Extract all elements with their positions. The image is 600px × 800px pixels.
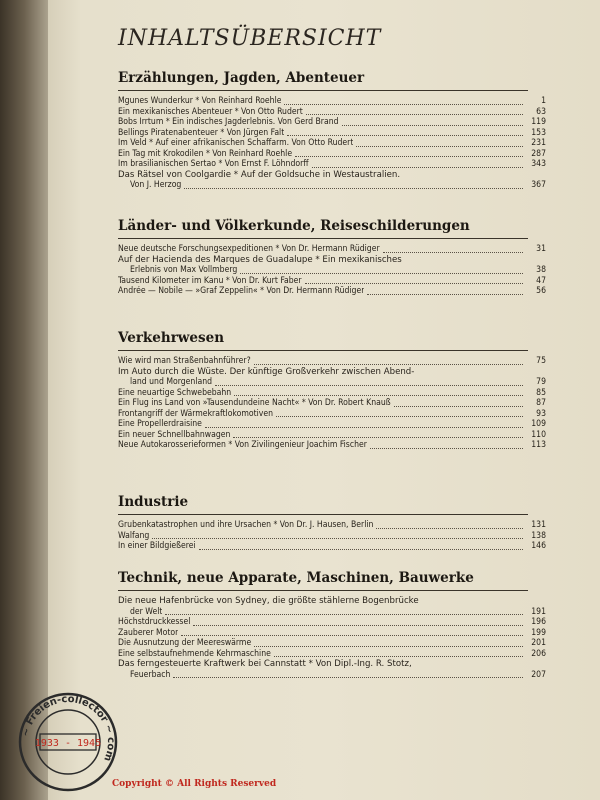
toc-entry <box>118 180 546 191</box>
section-rule <box>118 590 528 591</box>
toc-page-number: 153 <box>531 127 546 138</box>
toc-leader-dots <box>181 635 523 636</box>
toc-page-number: 131 <box>531 520 546 530</box>
toc-page-number: 63 <box>536 106 546 117</box>
toc-leader-dots <box>152 538 523 539</box>
toc-entry-title: Walfang <box>118 530 150 541</box>
toc-page-number: 138 <box>531 530 546 541</box>
toc-entry-title: Neue Autokarosserieformen * Von Zivilingenieur Joachim Fischer <box>118 440 367 450</box>
toc-entry-line: Auf der Hacienda des Marques de Guadalupe * Ein mexikanisches <box>118 254 402 265</box>
toc-leader-dots <box>254 364 523 365</box>
toc-entry <box>118 149 546 160</box>
toc-leader-dots <box>240 273 523 274</box>
toc-leader-dots <box>193 625 523 626</box>
toc-page-number: 119 <box>531 117 546 127</box>
toc-entry <box>118 628 546 639</box>
toc-entry-title: Grubenkatastrophen und ihre Ursachen * Von Dr. J. Hausen, Berlin <box>118 520 374 530</box>
toc-page-number: 56 <box>536 286 546 296</box>
toc-leader-dots <box>367 294 523 295</box>
stamp-ring-text: ~ Freien-collector ~ com <box>20 693 117 763</box>
toc-entry-line: Im Auto durch die Wüste. Der künftige Großverkehr zwischen Abend- <box>118 366 415 377</box>
section-heading: Verkehrwesen <box>118 330 225 346</box>
toc-page-number: 367 <box>531 180 546 190</box>
toc-leader-dots <box>356 146 523 147</box>
section-erzaehlungen <box>118 70 548 191</box>
toc-entry-title: Frontangriff der Wärmekraftlokomotiven <box>118 408 274 419</box>
toc-leader-dots <box>199 549 523 550</box>
toc-entry-title: Die Ausnutzung der Meereswärme <box>118 638 252 648</box>
toc-entry-title: In einer Bildgießerei <box>118 541 196 551</box>
toc-entry <box>118 388 546 399</box>
toc-entry-title: Höchstdruckkessel <box>118 617 191 627</box>
toc-leader-dots <box>284 104 523 105</box>
toc-page-number: 191 <box>531 606 546 617</box>
toc-entry-title: Neue deutsche Forschungsexpeditionen * Von Dr. Hermann Rüdiger <box>118 244 380 254</box>
toc-entry-title: Mgunes Wunderkur * Von Reinhard Roehle <box>118 96 282 106</box>
toc-entry-title: Andrée — Nobile — »Graf Zeppelin« * Von Dr. Hermann Rüdiger <box>118 286 365 296</box>
toc-page-number: 231 <box>531 138 546 148</box>
section-rule <box>118 350 528 351</box>
toc-entry <box>118 117 546 128</box>
toc-entry <box>118 607 546 618</box>
toc-leader-dots <box>342 125 523 126</box>
toc-page-number: 196 <box>531 617 546 627</box>
toc-page-number: 38 <box>536 265 546 275</box>
toc-leader-dots <box>233 437 523 438</box>
toc-entry <box>118 430 546 441</box>
toc-entry-title: land und Morgenland <box>130 377 213 387</box>
toc-page-number: 85 <box>536 387 546 398</box>
toc-page-number: 93 <box>536 408 546 419</box>
toc-page-number: 79 <box>536 377 546 387</box>
toc-entry-title: Bellings Piratenabenteuer * Von Jürgen Falt <box>118 127 285 138</box>
collector-stamp <box>16 690 120 794</box>
toc-leader-dots <box>276 416 523 417</box>
toc-entry <box>118 356 546 367</box>
toc-entry-title: Von J. Herzog <box>130 180 182 190</box>
toc-leader-dots <box>306 114 523 115</box>
toc-page-number: 207 <box>531 669 546 680</box>
toc-entry <box>118 649 546 660</box>
toc-leader-dots <box>376 528 523 529</box>
toc-page-number: 110 <box>531 429 546 440</box>
toc-leader-dots <box>184 188 523 189</box>
toc-entry <box>118 128 546 139</box>
section-verkehrwesen <box>118 330 548 451</box>
toc-page-number: 113 <box>531 440 546 450</box>
section-technik <box>118 570 548 680</box>
section-heading: Industrie <box>118 494 189 510</box>
section-rule <box>118 514 528 515</box>
toc-leader-dots <box>215 385 523 386</box>
toc-leader-dots <box>383 252 523 253</box>
toc-page-number: 1 <box>541 96 546 106</box>
section-heading: Länder- und Völkerkunde, Reiseschilderungen <box>118 218 470 234</box>
toc-page-number: 146 <box>531 541 546 551</box>
section-rule <box>118 90 528 91</box>
toc-entry-title: Feuerbach <box>130 669 171 680</box>
toc-entry-title: Ein Tag mit Krokodilen * Von Reinhard Roehle <box>118 148 293 159</box>
toc-leader-dots <box>165 614 523 615</box>
section-laenderkunde <box>118 218 548 297</box>
toc-entry-title: der Welt <box>130 606 163 617</box>
toc-entry-title: Ein neuer Schnellbahnwagen <box>118 429 231 440</box>
page-title: INHALTSÜBERSICHT <box>118 26 382 51</box>
toc-page-number: 287 <box>531 148 546 159</box>
section-heading: Technik, neue Apparate, Maschinen, Bauwerke <box>118 570 474 586</box>
toc-entry <box>118 138 546 149</box>
toc-entry <box>118 419 546 430</box>
toc-entry <box>118 398 546 409</box>
toc-entry <box>118 96 546 107</box>
toc-entry <box>118 265 546 276</box>
toc-entry-title: Im brasilianischen Sertao * Von Ernst F. Löhndorff <box>118 159 309 169</box>
toc-entry-title: Erlebnis von Max Vollmberg <box>130 265 238 275</box>
toc-entry <box>118 670 546 681</box>
toc-entry <box>118 531 546 542</box>
toc-entry-title: Ein Flug ins Land von »Tausendundeine Nacht« * Von Dr. Robert Knauß <box>118 398 391 408</box>
toc-entry-title: Ein mexikanisches Abenteuer * Von Otto Rudert <box>118 106 303 117</box>
toc-entry <box>118 541 546 552</box>
toc-entry-title: Zauberer Motor <box>118 627 179 638</box>
toc-page-number: 206 <box>531 648 546 659</box>
toc-entry-title: Bobs Irrtum * Ein indisches Jagderlebnis. Von Gerd Brand <box>118 117 339 127</box>
toc-entry-title: Wie wird man Straßenbahnführer? <box>118 356 251 366</box>
toc-leader-dots <box>312 167 523 168</box>
toc-page-number: 31 <box>536 244 546 254</box>
toc-entry-title: Eine Propellerdraisine <box>118 419 202 429</box>
toc-page-number: 201 <box>531 638 546 648</box>
toc-entry <box>118 440 546 451</box>
toc-page-number: 75 <box>536 356 546 366</box>
toc-entry <box>118 377 546 388</box>
toc-page-number: 87 <box>536 398 546 408</box>
toc-leader-dots <box>295 156 523 157</box>
toc-entry <box>118 520 546 531</box>
toc-leader-dots <box>173 677 523 678</box>
copyright-notice: Copyright © All Rights Reserved <box>112 779 277 789</box>
toc-entry-title: Im Veld * Auf einer afrikanischen Schaffarm. Von Otto Rudert <box>118 138 354 148</box>
toc-leader-dots <box>234 395 523 396</box>
toc-entry <box>118 107 546 118</box>
stamp-years: 1933 - 1945 <box>34 738 102 749</box>
toc-entry-title: Eine neuartige Schwebebahn <box>118 387 232 398</box>
toc-leader-dots <box>394 406 523 407</box>
toc-leader-dots <box>254 646 523 647</box>
toc-entry-line: Die neue Hafenbrücke von Sydney, die größte stählerne Bogenbrücke <box>118 596 419 606</box>
book-page <box>48 0 600 800</box>
toc-entry-line: Das ferngesteuerte Kraftwerk bei Cannstatt * Von Dipl.-Ing. R. Stotz, <box>118 659 412 669</box>
toc-page-number: 343 <box>531 159 546 169</box>
toc-entry <box>118 159 546 170</box>
toc-leader-dots <box>274 656 523 657</box>
toc-page-number: 47 <box>536 275 546 286</box>
toc-entry-title: Eine selbstaufnehmende Kehrmaschine <box>118 648 271 659</box>
section-rule <box>118 238 528 239</box>
toc-entry <box>118 276 546 287</box>
toc-entry-title: Tausend Kilometer im Kanu * Von Dr. Kurt Faber <box>118 275 302 286</box>
toc-entry-line: Das Rätsel von Coolgardie * Auf der Goldsuche in Westaustralien. <box>118 169 401 180</box>
toc-entry <box>118 409 546 420</box>
toc-leader-dots <box>370 448 523 449</box>
toc-leader-dots <box>305 283 523 284</box>
toc-entry <box>118 286 546 297</box>
toc-leader-dots <box>205 427 523 428</box>
toc-entry <box>118 617 546 628</box>
section-industrie <box>118 494 548 552</box>
toc-page-number: 109 <box>531 419 546 429</box>
toc-page-number: 199 <box>531 627 546 638</box>
toc-entry <box>118 638 546 649</box>
toc-leader-dots <box>287 135 523 136</box>
toc-entry <box>118 244 546 255</box>
section-heading: Erzählungen, Jagden, Abenteuer <box>118 70 365 86</box>
